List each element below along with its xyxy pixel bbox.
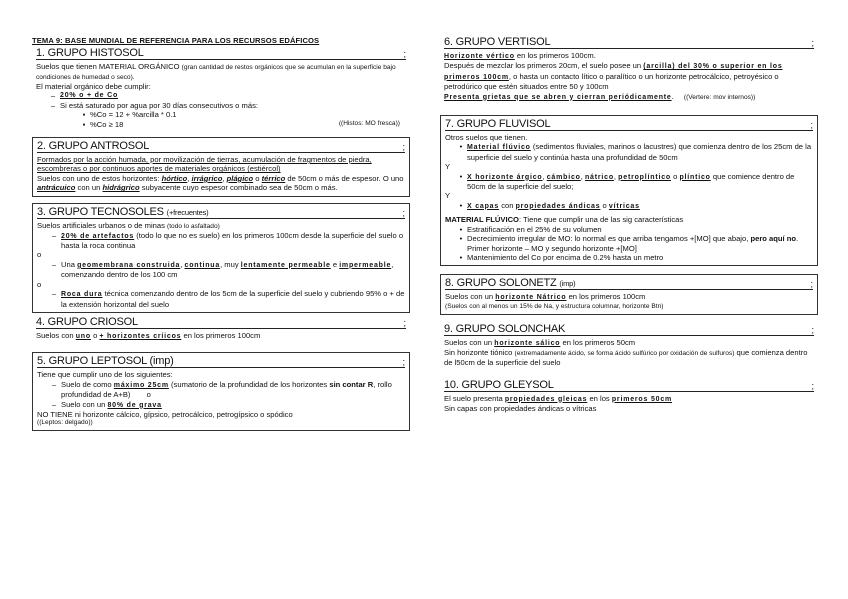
document-title: TEMA 9: BASE MUNDIAL DE REFERENCIA PARA LOS RECURSOS EDÁFICOS (32, 36, 320, 45)
leptosol-exclusion (37, 410, 405, 419)
text: (sumatorio de la profundidad de los horizontes (171, 379, 328, 389)
key-term: X horizonte árgico (467, 173, 543, 181)
text: NO TIENE (37, 409, 73, 419)
section-heading (445, 118, 813, 131)
key-term: propiedades ándicas (515, 202, 601, 210)
section-heading (445, 277, 813, 290)
text: , o hasta un contacto lítico o paralítico o un horizonte petrocálcico, petroyésico o petrodúrico que estén situados entre 50 y 100cm (444, 71, 779, 92)
section-title: 4. GRUPO CRIOSOL (36, 315, 138, 328)
key-term: horizonte sálico (494, 339, 561, 347)
requirement-text: Si está saturado por agua por 30 días consecutivos o más: (60, 100, 258, 110)
formula-item: ▪ %Co = 12 + %arcilla * 0.1 (82, 110, 177, 120)
bold-term: MATERIAL FLÚVICO (445, 215, 519, 225)
text: , (180, 259, 183, 269)
text: . Primer horizonte – MO y segundo horizonte +[MO] (467, 234, 799, 253)
left-column (32, 36, 410, 431)
leptosol-note: ((Leptos: delgado)) (37, 419, 93, 427)
section-title: 6. GRUPO VERTISOL (444, 36, 551, 48)
formula-item: ▪ %Co ≥ 18 ((Histos: MO fresca)) (82, 119, 400, 129)
list-item: • Material flúvico (sedimentos fluviales, marinos o lacustres) que comienza dentro de los 25cm de la superficie del suelo y continúa hasta una profundidad de 50cm (459, 142, 812, 162)
key-term: Presenta grietas que se abren y cierran periódicamente (444, 93, 672, 101)
text: con (501, 200, 514, 210)
item-text (467, 201, 640, 211)
formula-text: %Co ≥ 18 (90, 119, 124, 129)
list-item: – Una geomembrana construida, continua, muy lentamente permeable e impermeable, comenzando dentro de los 100 cm (47, 260, 405, 280)
item-text (61, 260, 405, 280)
text: Decrecimiento irregular de MO: lo normal es que arriba tengamos +[MO] que abajo, (467, 234, 749, 244)
text: Suelo de como (61, 379, 112, 389)
text: de 50cm o más de espesor. O uno (287, 173, 404, 183)
solonetz-note: (Suelos con al menos un 15% de Na, y estructura columnar, horizonte Btn) (445, 302, 664, 310)
key-term: cámbico (546, 173, 581, 181)
connector-o: o (37, 250, 42, 260)
formula-text: %Co = 12 + %arcilla * 0.1 (90, 110, 177, 120)
text: : Tiene que cumplir una de las sig características (518, 215, 684, 225)
solonchak-definition (444, 338, 814, 348)
heading-semicolon: ; (402, 207, 405, 218)
heading-semicolon: ; (403, 317, 406, 328)
text: Sin horizonte tiónico (444, 348, 513, 358)
text: , (542, 171, 545, 181)
heading-semicolon: ; (811, 380, 814, 391)
section-heading (37, 206, 405, 219)
section-title: 9. GRUPO SOLONCHAK (444, 322, 566, 335)
section-gleysol (440, 377, 818, 417)
text: Después de mezclar los primeros 20cm, el suelo posee un (444, 61, 642, 71)
text: subyacente cuyo espesor combinado sea de 50cm o más. (141, 183, 338, 193)
section-title: 1. GRUPO HISTOSOL (36, 47, 144, 59)
key-term: plíntico (679, 173, 711, 181)
horizon-term: hidrágrico (102, 183, 140, 193)
list-item: – 20% de artefactos (todo lo que no es suelo) en los primeros 100cm desde la superficie del suelo o hasta la roca continua (51, 230, 404, 251)
section-heading (37, 355, 405, 368)
section-heading (444, 323, 814, 336)
small-text: (extremadamente ácido, se forma ácido sulfúrico por oxidación de sulfuros) (514, 350, 735, 358)
text: Suelos con un (444, 337, 493, 347)
section-title (445, 277, 575, 289)
heading-semicolon: ; (810, 279, 813, 290)
key-term: continua (184, 261, 221, 269)
small-text: (todo lo asfaltado) (167, 222, 220, 230)
text: , (580, 171, 583, 181)
fluvic-material-definition (445, 215, 813, 224)
item-text (467, 234, 813, 253)
histosol-requirements-intro: El material orgánico debe cumplir: (36, 82, 151, 91)
list-item: • Decrecimiento irregular de MO: lo normal es que arriba tengamos +[MO] que abajo, pero aquí no. Primer horizonte – MO y segundo horizonte +[MO] (455, 234, 813, 253)
text: o (673, 171, 678, 181)
gleysol-exclusion: Sin capas con propiedades ándicas o vítricas (444, 403, 597, 413)
section-antrosol (32, 137, 410, 197)
item-text (467, 142, 813, 162)
text: , rollo profundidad de A+B) (61, 379, 392, 400)
key-term: uno (75, 332, 91, 340)
list-item: – Suelo de como máximo 25cm (sumatorio de la profundidad de los horizontes sin contar R, rollo profundidad de A+B) o (47, 380, 405, 400)
title-text: 8. GRUPO SOLONETZ (445, 277, 557, 290)
key-term: geomembrana construida (77, 261, 181, 269)
vertisol-clay (444, 61, 814, 91)
text: o (93, 330, 98, 340)
text: Suelos artificiales urbanos o de minas (37, 220, 165, 230)
section-solonchak (440, 321, 818, 371)
key-term: lentamente permeable (240, 261, 331, 269)
text: en los primeros 50cm (562, 337, 636, 347)
text: , (613, 171, 617, 181)
text: o (255, 173, 260, 183)
tecnosoles-definition (37, 221, 405, 231)
text: con un (77, 183, 101, 193)
key-term: Horizonte vértico (444, 53, 515, 60)
text: Suelos con un (445, 292, 494, 302)
text: técnica comenzando dentro de los 5cm de la superficie del suelo y cubriendo 95% o + de la extensión horizontal del suelo (61, 289, 405, 309)
item-text (61, 380, 405, 400)
item-text (61, 231, 405, 251)
text: e (332, 259, 338, 269)
connector-y: Y (445, 191, 451, 201)
text: (sedimentos fluviales, marinos o lacustres) que comienza dentro de los 25cm de la superficie del suelo y continúa hasta una profundidad de 50cm (467, 142, 812, 162)
key-term: (arcilla) del 30% o superior en los primeros 100cm (444, 63, 783, 81)
title-text: 3. GRUPO TECNOSOLES (37, 205, 164, 218)
key-term: 80% de grava (107, 401, 162, 409)
section-title: 2. GRUPO ANTROSOL (37, 140, 150, 153)
key-term: propiedades gleicas (504, 395, 588, 403)
note-text: ((Histos: MO fresca)) (338, 119, 400, 127)
horizon-term: térrico (261, 173, 286, 183)
note-text: ((Vertere: mov internos)) (683, 93, 756, 101)
list-item: – Roca dura técnica comenzando dentro de los 5cm de la superficie del suelo y cubriendo 95% o + de la extensión horizontal del suelo (51, 289, 405, 309)
section-title: 7. GRUPO FLUVISOL (445, 118, 551, 131)
section-heading (444, 379, 814, 392)
section-vertisol (440, 36, 818, 105)
item-text (61, 289, 405, 309)
solonchak-thionic (444, 348, 814, 367)
key-term: Roca dura (61, 291, 103, 299)
key-term: máximo 25cm (113, 381, 169, 389)
text: Suelos que tienen MATERIAL ORGÁNICO (36, 62, 180, 71)
horizon-term: antrácuico (37, 183, 76, 193)
key-term: + horizontes críicos (99, 332, 182, 340)
bold-term: pero aquí no (750, 234, 797, 244)
section-title (37, 206, 208, 218)
text: El suelo presenta (444, 393, 503, 403)
section-title: 10. GRUPO GLEYSOL (444, 378, 554, 391)
horizon-term: irrágrico (191, 173, 223, 183)
gleysol-definition (444, 394, 814, 404)
list-item: – Suelo con un 80% de grava (51, 399, 162, 409)
section-tecnosoles (32, 203, 410, 313)
list-item: • Estratificación en el 25% de su volumen (459, 224, 602, 234)
text: Una (61, 259, 75, 269)
text: en los primeros 100cm (568, 292, 646, 302)
section-leptosol (32, 352, 410, 431)
key-term: Material flúvico (467, 144, 531, 152)
histosol-definition (36, 62, 406, 82)
section-fluvisol (440, 115, 818, 266)
heading-semicolon: ; (811, 324, 814, 335)
leptosol-intro: Tiene que cumplir uno de los siguientes: (37, 370, 173, 380)
item-text: Mantenimiento del Co por encima de 0.2% hasta un metro (467, 252, 664, 262)
section-heading (37, 140, 405, 153)
item-text (61, 400, 162, 410)
item-text (467, 172, 813, 192)
text: Suelos con uno de estos horizontes: (37, 173, 160, 183)
text: ni horizonte cálcico, gípsico, petrocálcico, petrogípsico o spódico (74, 409, 293, 419)
title-tag: (imp) (559, 279, 576, 289)
text: que comienza dentro de l50cm de la superficie del suelo (444, 348, 808, 368)
heading-semicolon: ; (811, 38, 814, 48)
list-item: – 20% o + de Co (50, 91, 119, 101)
key-term: primeros 50cm (611, 395, 673, 403)
fluvisol-intro: Otros suelos que tienen. (445, 133, 528, 143)
text: o (602, 200, 607, 210)
text: . (671, 91, 674, 101)
small-text: (gran cantidad de restos orgánicos que se acumulan en la superficie bajo condiciones de humedad o seco). (36, 64, 396, 81)
text: , comenzando dentro de los 100 cm (61, 259, 394, 280)
bold-term: sin contar R (329, 379, 374, 389)
connector-o: o (37, 279, 42, 289)
list-item: • X horizonte árgico, cámbico, nátrico, petroplíntico o plíntico que comience dentro de 50cm de la superficie del suelo; (455, 172, 813, 192)
antrosol-horizons: Suelos con uno de estos horizontes: hórtico, irrágrico, plágico o térrico de 50cm o más de espesor. O uno antrácuico con un hidrágrico subyacente cuyo espesor combinado sea de 50cm o más. (37, 173, 404, 193)
key-term: vítricas (608, 202, 640, 210)
list-item: – Si está saturado por agua por 30 días consecutivos o más: (50, 100, 258, 110)
title-tag: (+frecuentes) (166, 207, 209, 217)
text: o (146, 390, 151, 400)
requirement-text: 20% o + de Co (60, 92, 119, 100)
key-term: horizonte Nátrico (495, 294, 567, 302)
text: que comience dentro de 50cm de la superficie del suelo; (467, 171, 795, 192)
text: (todo lo que no es suelo) en los primeros 100cm desde la superficie del suelo o hasta la roca continua (61, 230, 404, 251)
item-text: Estratificación en el 25% de su volumen (467, 224, 602, 234)
criosol-definition (36, 331, 406, 341)
text: en los primeros 100cm (183, 330, 261, 340)
section-heading (36, 47, 406, 60)
text: Suelos con (36, 330, 74, 340)
section-heading (444, 36, 814, 49)
section-solonetz (440, 274, 818, 314)
text: , muy (220, 259, 239, 269)
solonetz-definition (445, 292, 813, 302)
connector-y: Y (445, 162, 451, 172)
vertisol-cracks (444, 92, 814, 102)
list-item: • Mantenimiento del Co por encima de 0.2% hasta un metro (459, 252, 664, 262)
horizon-term: plágico (226, 173, 254, 183)
heading-semicolon: ; (810, 120, 813, 131)
heading-semicolon: ; (402, 142, 405, 153)
key-term: petroplíntico (618, 173, 671, 181)
antrosol-definition: Formados por la acción humada, por movilización de tierras, acumulación de fragmentos de piedra, escombreras o por continuos aportes de materiales orgánicos (estiércol) (37, 155, 372, 174)
text: en los primeros 100cm. (516, 51, 596, 60)
section-title: 5. GRUPO LEPTOSOL (imp) (37, 355, 174, 368)
key-term: nátrico (584, 173, 614, 181)
heading-semicolon: ; (403, 49, 406, 59)
text: en los (589, 393, 610, 403)
section-histosol (32, 47, 410, 132)
right-column (440, 36, 818, 416)
heading-semicolon: ; (402, 357, 405, 368)
key-term: X capas (467, 202, 500, 210)
vertisol-definition (444, 51, 814, 61)
horizon-term: hórtico (161, 173, 188, 183)
list-item: • X capas con propiedades ándicas o vítricas (459, 200, 640, 210)
section-criosol (32, 314, 410, 344)
text: Suelo con un (61, 399, 106, 409)
key-term: 20% de artefactos (61, 232, 135, 240)
key-term: impermeable (339, 261, 392, 269)
section-heading (36, 316, 406, 329)
